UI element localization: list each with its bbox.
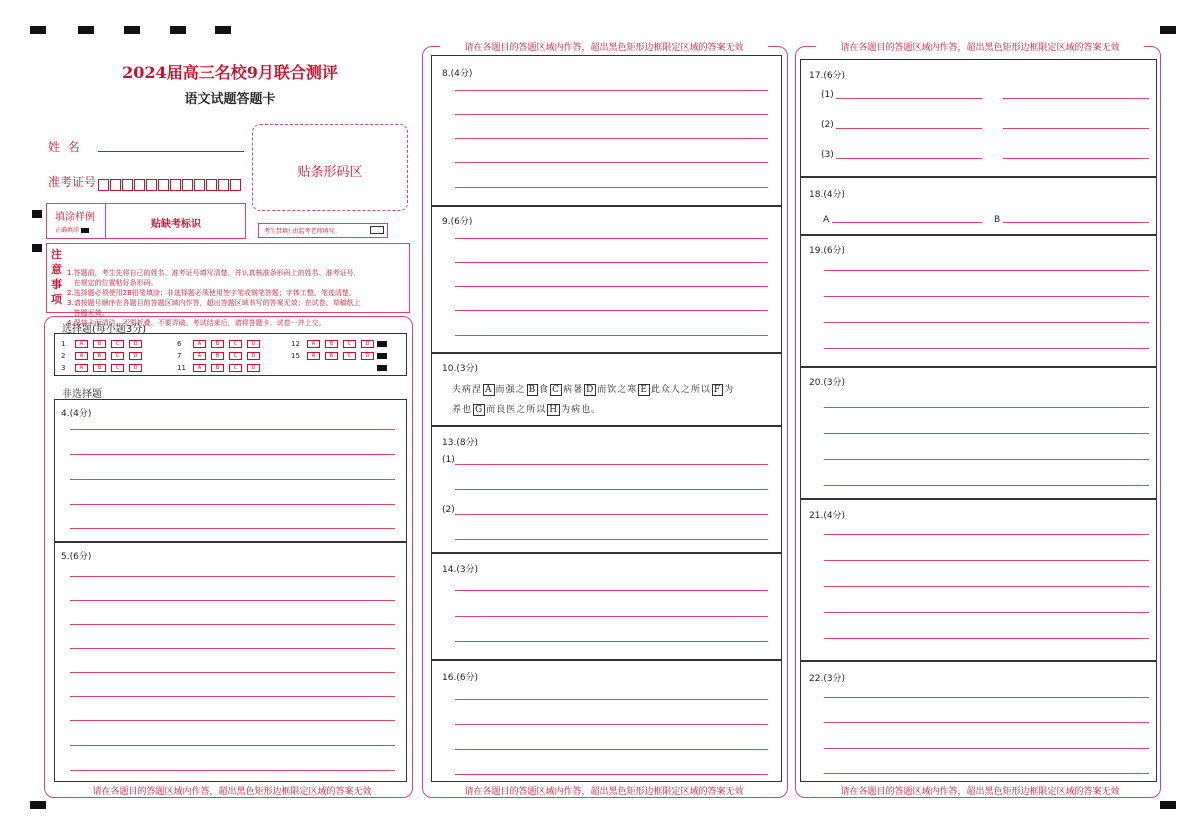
choice-timing-marks — [377, 341, 387, 371]
answer-line — [836, 128, 982, 129]
q10-blank[interactable]: D — [586, 385, 595, 395]
q10-label: 10.(3分) — [442, 364, 479, 374]
q10-box[interactable] — [431, 353, 782, 426]
answer-line — [70, 429, 395, 430]
answer-line — [824, 638, 1149, 639]
answer-line — [824, 322, 1149, 323]
notice-box — [46, 243, 410, 327]
answer-line — [455, 699, 768, 700]
answer-line — [455, 724, 768, 725]
exam-title: 2024届高三名校9月联合测评 — [122, 63, 338, 82]
registration-mark — [215, 26, 231, 34]
registration-mark — [1160, 801, 1176, 809]
absent-note: 考生禁填! 由监考老师填写。 — [264, 228, 341, 235]
registration-mark — [170, 26, 186, 34]
q22-label: 22.(3分) — [809, 674, 846, 684]
answer-line — [70, 504, 395, 505]
q18-b-label: B — [994, 215, 1001, 225]
choice-col-3[interactable]: 12 A B C D 15 A B C D — [291, 338, 379, 362]
answer-line — [824, 773, 1149, 774]
answer-line — [70, 576, 395, 577]
id-label: 准考证号 — [48, 175, 97, 189]
q14-label: 14.(3分) — [442, 565, 479, 575]
q13-sub2-label: (2) — [442, 505, 455, 515]
q9-label: 9.(6分) — [442, 217, 473, 227]
name-field[interactable] — [98, 151, 244, 152]
answer-line — [824, 485, 1149, 486]
q5-label: 5.(6分) — [61, 552, 92, 562]
q10-blank[interactable]: C — [552, 385, 561, 395]
registration-mark — [32, 244, 42, 252]
answer-line — [70, 528, 395, 529]
absent-note-box — [258, 223, 388, 238]
q17-sub3-label: (3) — [821, 150, 834, 160]
q10-text-segment: 夫病涅 — [452, 385, 483, 395]
q10-blank[interactable]: H — [549, 405, 559, 415]
q18-a-label: A — [823, 215, 830, 225]
q10-blank[interactable]: E — [640, 385, 648, 395]
answer-line — [455, 138, 768, 139]
answer-line — [455, 187, 768, 188]
q18-label: 18.(4分) — [809, 190, 846, 200]
answer-line — [455, 335, 768, 336]
warning-text: 请在各题目的答题区域内作答，超出黑色矩形边框限定区域的答案无效 — [816, 784, 1144, 797]
q8-box[interactable] — [431, 55, 782, 206]
answer-line — [455, 262, 768, 263]
q10-blank[interactable]: B — [528, 385, 537, 395]
answer-line — [455, 90, 768, 91]
q10-blank[interactable]: A — [485, 385, 493, 395]
q17-sub2-label: (2) — [821, 120, 834, 130]
q10-text-segment: 而强之 — [495, 385, 526, 395]
q13-sub1-label: (1) — [442, 455, 455, 465]
answer-line — [455, 464, 768, 465]
q10-text-segment: 而良医之所以 — [486, 405, 547, 415]
answer-line — [455, 774, 768, 775]
q17-sub1-label: (1) — [821, 90, 834, 100]
q10-text-segment: 病暑 — [563, 385, 584, 395]
answer-line — [455, 114, 768, 115]
registration-mark — [30, 26, 46, 34]
answer-line — [824, 748, 1149, 749]
q10-text-segment: 此众人之所以 — [650, 385, 711, 395]
answer-line — [824, 296, 1149, 297]
q10-passage — [452, 380, 734, 420]
answer-line — [70, 696, 395, 697]
answer-line — [455, 286, 768, 287]
q10-text-segment: 食 — [539, 385, 550, 395]
registration-mark — [1160, 26, 1176, 34]
q14-box[interactable] — [431, 553, 782, 660]
q13-label: 13.(8分) — [442, 438, 479, 448]
q18-box[interactable] — [800, 177, 1157, 235]
answer-line — [824, 270, 1149, 271]
q10-text-segment: 养也 — [452, 405, 473, 415]
answer-line — [824, 407, 1149, 408]
answer-line — [824, 459, 1149, 460]
q10-blank[interactable]: G — [475, 405, 484, 415]
q8-label: 8.(4分) — [442, 69, 473, 79]
id-boxes[interactable] — [98, 174, 242, 193]
answer-line — [824, 433, 1149, 434]
answer-line — [1003, 98, 1149, 99]
notice-text: 1.答题前，考生先将自己的姓名、准考证号填写清楚，并认真核准条形码上的姓名、准考证号， 在规定的位置粘好条形码。 2.选择题必须使用2B铅笔填涂；非选择题必须使用签字笔或钢笔答题；字体工整、笔迹清楚。 3.请按题号顺序在各题目的答题区域内作答，超出答题区域书写的答案无效；在试卷、草稿纸上 答题无效。 4.保持卡面清洁，不要折叠、不要弄破。考试结束后，请将答题卡、试卷一并上交。 — [67, 269, 361, 327]
answer-line — [455, 238, 768, 239]
q21-label: 21.(4分) — [809, 511, 846, 521]
warning-text: 请在各题目的答题区域内作答，超出黑色矩形边框限定区域的答案无效 — [70, 784, 394, 797]
registration-mark — [78, 26, 94, 34]
answer-line — [455, 590, 768, 591]
registration-mark — [30, 801, 46, 809]
answer-line — [70, 770, 395, 771]
barcode-label: 贴条形码区 — [297, 165, 363, 180]
choice-title: 选择题(每小题3分) — [62, 324, 147, 335]
q19-label: 19.(6分) — [809, 246, 846, 256]
absent-label: 贴缺考标识 — [151, 219, 201, 230]
answer-line — [1003, 222, 1149, 223]
notice-title: 注 意 事 项 — [51, 248, 62, 306]
answer-line — [824, 612, 1149, 613]
q4-label: 4.(4分) — [61, 409, 92, 419]
exam-subtitle: 语文试题答题卡 — [184, 92, 276, 107]
registration-mark — [124, 26, 140, 34]
answer-line — [832, 222, 982, 223]
q4-box[interactable] — [54, 399, 407, 542]
answer-line — [70, 454, 395, 455]
answer-line — [70, 600, 395, 601]
q10-blank[interactable]: F — [713, 385, 722, 395]
answer-line — [455, 616, 768, 617]
warning-text: 请在各题目的答题区域内作答，超出黑色矩形边框限定区域的答案无效 — [440, 784, 768, 797]
choice-col-2[interactable]: 6 A B C D 7 A B C D 11 A B C D — [177, 338, 265, 374]
registration-mark — [32, 210, 42, 218]
warning-text: 请在各题目的答题区域内作答，超出黑色矩形边框限定区域的答案无效 — [440, 40, 768, 53]
answer-line — [70, 672, 395, 673]
answer-line — [70, 624, 395, 625]
answer-line — [824, 697, 1149, 698]
answer-line — [455, 489, 768, 490]
answer-line — [70, 648, 395, 649]
answer-line — [1003, 128, 1149, 129]
answer-line — [836, 98, 982, 99]
q5-box[interactable] — [54, 542, 407, 782]
answer-line — [1003, 158, 1149, 159]
choice-box — [54, 333, 407, 376]
answer-line — [455, 514, 768, 515]
answer-line — [455, 539, 768, 540]
q10-text-segment: 为病也。 — [561, 405, 602, 415]
absent-checkbox[interactable] — [370, 226, 384, 234]
answer-line — [824, 586, 1149, 587]
barcode-area — [252, 124, 408, 211]
answer-line — [70, 479, 395, 480]
answer-line — [70, 745, 395, 746]
name-label: 姓 名 — [48, 140, 80, 154]
answer-line — [836, 158, 982, 159]
fill-example-box — [46, 203, 246, 239]
answer-line — [455, 162, 768, 163]
q10-text-segment: 为 — [724, 385, 735, 395]
answer-line — [70, 720, 395, 721]
answer-line — [824, 534, 1149, 535]
answer-line — [455, 749, 768, 750]
q17-box[interactable] — [800, 59, 1157, 177]
q10-text-segment: 而饮之寒 — [597, 385, 638, 395]
fill-correct-label: 正确填涂 — [55, 227, 80, 234]
q17-label: 17.(6分) — [809, 71, 846, 81]
answer-line — [824, 560, 1149, 561]
fill-example-label: 填涂样例 — [55, 212, 95, 223]
answer-line — [455, 641, 768, 642]
q21-box[interactable] — [800, 499, 1157, 661]
q20-label: 20.(3分) — [809, 378, 846, 388]
answer-line — [455, 310, 768, 311]
choice-col-1[interactable]: 1 A B C D 2 A B C D 3 A B C D — [61, 338, 147, 374]
q9-box[interactable] — [431, 206, 782, 353]
q16-label: 16.(6分) — [442, 673, 479, 683]
nonchoice-title: 非选择题 — [62, 389, 102, 400]
q16-box[interactable] — [431, 660, 782, 782]
warning-text: 请在各题目的答题区域内作答，超出黑色矩形边框限定区域的答案无效 — [816, 40, 1144, 53]
answer-line — [824, 722, 1149, 723]
answer-line — [824, 348, 1149, 349]
